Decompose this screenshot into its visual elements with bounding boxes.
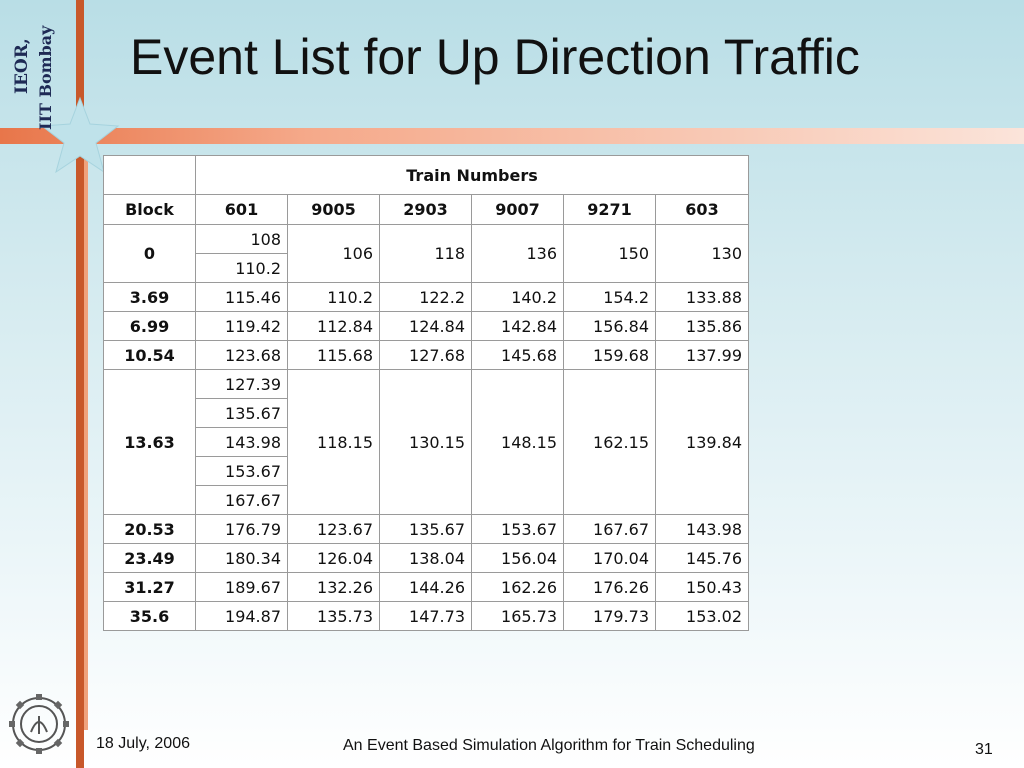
table-row [104, 283, 749, 312]
event-time-cell: 132.26 [288, 573, 380, 602]
event-time-cell: 150 [564, 225, 656, 283]
event-time-cell: 137.99 [656, 341, 749, 370]
event-time-cell: 138.04 [380, 544, 472, 573]
event-time-cell: 127.39 [196, 370, 288, 399]
event-time-cell: 135.73 [288, 602, 380, 631]
header-empty-cell [104, 156, 196, 195]
iit-bombay-logo-icon [9, 694, 69, 754]
institute-line1: IEOR, [12, 38, 32, 94]
event-time-cell: 145.76 [656, 544, 749, 573]
event-time-cell: 180.34 [196, 544, 288, 573]
event-time-cell: 179.73 [564, 602, 656, 631]
institute-line2: IIT Bombay [36, 25, 55, 130]
train-column-header: 9271 [564, 195, 656, 225]
event-time-cell: 130.15 [380, 370, 472, 515]
event-time-cell: 144.26 [380, 573, 472, 602]
block-cell: 20.53 [104, 515, 196, 544]
event-list-table-container [103, 155, 749, 631]
table-row [104, 544, 749, 573]
event-time-cell: 124.84 [380, 312, 472, 341]
event-time-cell: 112.84 [288, 312, 380, 341]
footer-date: 18 July, 2006 [96, 735, 190, 752]
institute-label [6, 8, 70, 133]
block-cell: 35.6 [104, 602, 196, 631]
event-time-cell: 140.2 [472, 283, 564, 312]
event-time-cell: 130 [656, 225, 749, 283]
event-time-cell: 136 [472, 225, 564, 283]
event-time-cell: 165.73 [472, 602, 564, 631]
block-cell: 10.54 [104, 341, 196, 370]
footer-presentation-title: An Event Based Simulation Algorithm for Train Scheduling [343, 737, 755, 754]
table-row [104, 573, 749, 602]
event-time-cell: 106 [288, 225, 380, 283]
train-numbers-header: Train Numbers [196, 156, 749, 195]
event-time-cell: 189.67 [196, 573, 288, 602]
event-time-cell: 115.46 [196, 283, 288, 312]
event-time-cell: 143.98 [196, 428, 288, 457]
event-time-cell: 126.04 [288, 544, 380, 573]
block-cell: 0 [104, 225, 196, 283]
event-time-cell: 176.79 [196, 515, 288, 544]
event-time-cell: 145.68 [472, 341, 564, 370]
event-time-cell: 167.67 [564, 515, 656, 544]
event-time-cell: 143.98 [656, 515, 749, 544]
train-column-header: 9007 [472, 195, 564, 225]
event-time-cell: 110.2 [288, 283, 380, 312]
block-cell: 31.27 [104, 573, 196, 602]
event-time-cell: 176.26 [564, 573, 656, 602]
event-time-cell: 170.04 [564, 544, 656, 573]
event-time-cell: 167.67 [196, 486, 288, 515]
event-time-cell: 123.68 [196, 341, 288, 370]
event-time-cell: 118 [380, 225, 472, 283]
event-time-cell: 135.86 [656, 312, 749, 341]
event-time-cell: 127.68 [380, 341, 472, 370]
footer-page-number: 31 [975, 741, 993, 758]
event-time-cell: 162.15 [564, 370, 656, 515]
event-time-cell: 194.87 [196, 602, 288, 631]
event-time-cell: 147.73 [380, 602, 472, 631]
event-time-cell: 153.67 [196, 457, 288, 486]
slide-title: Event List for Up Direction Traffic [130, 29, 860, 85]
event-time-cell: 156.84 [564, 312, 656, 341]
event-time-cell: 162.26 [472, 573, 564, 602]
event-time-cell: 154.2 [564, 283, 656, 312]
left-accent-bar-light [84, 130, 88, 730]
event-time-cell: 150.43 [656, 573, 749, 602]
train-column-header: 601 [196, 195, 288, 225]
event-time-cell: 142.84 [472, 312, 564, 341]
block-column-header: Block [104, 195, 196, 225]
event-time-cell: 110.2 [196, 254, 288, 283]
event-time-cell: 156.04 [472, 544, 564, 573]
event-time-cell: 118.15 [288, 370, 380, 515]
event-time-cell: 153.02 [656, 602, 749, 631]
event-time-cell: 119.42 [196, 312, 288, 341]
block-cell: 3.69 [104, 283, 196, 312]
event-time-cell: 153.67 [472, 515, 564, 544]
event-time-cell: 159.68 [564, 341, 656, 370]
event-time-cell: 122.2 [380, 283, 472, 312]
table-row [104, 515, 749, 544]
event-time-cell: 108 [196, 225, 288, 254]
table-row [104, 370, 749, 399]
event-time-cell: 133.88 [656, 283, 749, 312]
event-time-cell: 123.67 [288, 515, 380, 544]
train-column-header: 603 [656, 195, 749, 225]
header-accent-stripe [0, 128, 1024, 144]
event-time-cell: 139.84 [656, 370, 749, 515]
table-row [104, 312, 749, 341]
event-time-cell: 148.15 [472, 370, 564, 515]
train-column-header: 9005 [288, 195, 380, 225]
event-time-cell: 135.67 [380, 515, 472, 544]
table-row [104, 225, 749, 254]
block-cell: 23.49 [104, 544, 196, 573]
train-column-header: 2903 [380, 195, 472, 225]
event-list-table [103, 155, 749, 631]
table-row [104, 602, 749, 631]
table-row [104, 341, 749, 370]
event-time-cell: 115.68 [288, 341, 380, 370]
event-time-cell: 135.67 [196, 399, 288, 428]
block-cell: 13.63 [104, 370, 196, 515]
block-cell: 6.99 [104, 312, 196, 341]
